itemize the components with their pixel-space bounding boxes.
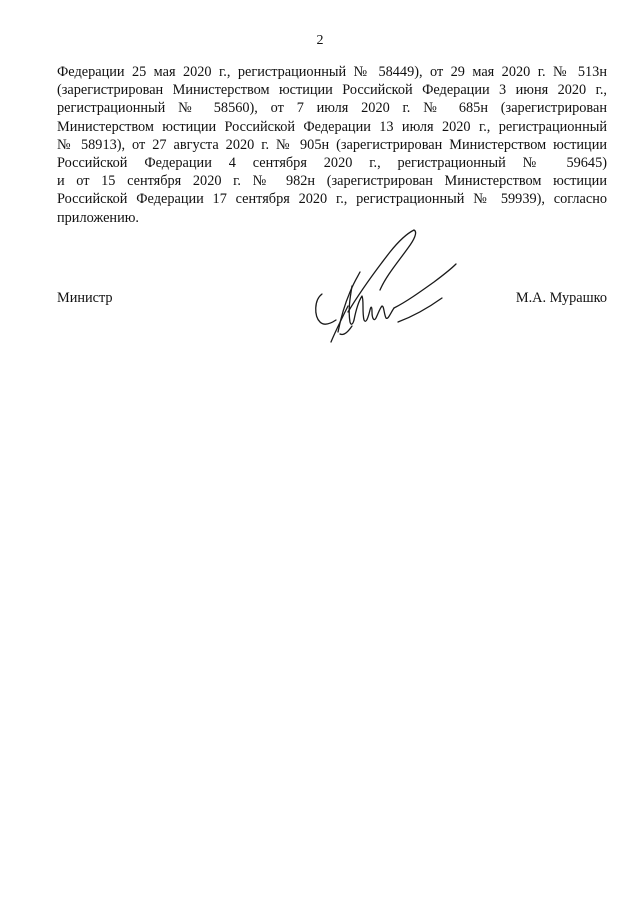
signer-title: Министр xyxy=(57,290,113,306)
page-number: 2 xyxy=(316,33,324,48)
body-line: Министерством юстиции Российской Федерации 13 июля 2020 г., регистрационный xyxy=(57,118,607,135)
signer-name: М.А. Мурашко xyxy=(515,290,607,306)
body-line: Российской Федерации 17 сентября 2020 г., регистрационный № 59939), согласно xyxy=(57,191,607,208)
body-paragraph xyxy=(57,63,607,227)
body-line: № 58913), от 27 августа 2020 г. № 905н (зарегистрирован Министерством юстиции xyxy=(57,136,607,153)
body-line: Российской Федерации 4 сентября 2020 г., регистрационный № 59645) xyxy=(57,155,607,172)
body-line: и от 15 сентября 2020 г. № 982н (зарегистрирован Министерством юстиции xyxy=(57,173,607,190)
handwritten-signature xyxy=(310,226,465,351)
body-line: регистрационный № 58560), от 7 июля 2020 г. № 685н (зарегистрирован xyxy=(57,100,607,117)
body-line: приложению. xyxy=(57,209,139,226)
body-line: (зарегистрирован Министерством юстиции Российской Федерации 3 июня 2020 г., xyxy=(57,82,607,99)
body-line: Федерации 25 мая 2020 г., регистрационный № 58449), от 29 мая 2020 г. № 513н xyxy=(57,64,607,80)
